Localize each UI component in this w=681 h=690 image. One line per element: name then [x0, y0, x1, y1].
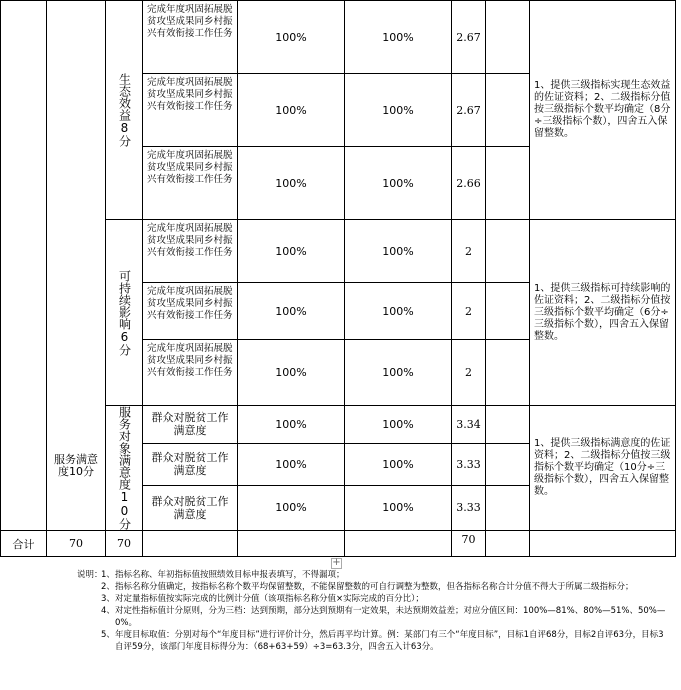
service-object-satisfaction-cell: [106, 406, 143, 531]
indicator-name: 完成年度巩固拓展脱贫攻坚成果同乡村振兴有效衔接工作任务: [143, 147, 238, 220]
item-text: 指标名称、年初指标值按照绩效目标申报表填写，不得漏项；: [115, 570, 345, 580]
indicator-name: 完成年度巩固拓展脱贫攻坚成果同乡村振兴有效衔接工作任务: [143, 340, 238, 406]
blank-first-level-cell: [1, 1, 47, 531]
indicator-name: 群众对脱贫工作满意度: [143, 406, 238, 444]
score-value: 2: [452, 283, 486, 340]
blank-cell: [238, 531, 345, 557]
indicator-name: 完成年度巩固拓展脱贫攻坚成果同乡村振兴有效衔接工作任务: [143, 1, 238, 74]
actual-value: 100%: [345, 74, 452, 147]
blank-cell: [486, 531, 530, 557]
explanation-label: 说明：: [77, 570, 103, 580]
indicator-name: 完成年度巩固拓展脱贫攻坚成果同乡村振兴有效衔接工作任务: [143, 74, 238, 147]
score-value: 3.33: [452, 443, 486, 485]
actual-value: 100%: [345, 443, 452, 485]
blank-cell: [486, 485, 530, 530]
list-item: [101, 569, 667, 581]
target-value: 100%: [238, 147, 345, 220]
item-number: 5、: [101, 630, 115, 640]
blank-cell: [486, 74, 530, 147]
total-value-2: 70: [106, 531, 143, 557]
item-text: 对定性指标值计分原则，分为三档：达到预期，部分达到预期有一定效果，未达预期效益差；对应分值区间：100%—81%、80%—51%、50%—0%。: [115, 606, 666, 628]
actual-value: 100%: [345, 220, 452, 283]
table-add-handle-icon[interactable]: +: [332, 557, 341, 568]
total-score: 70: [452, 531, 486, 557]
sustainable-impact-label: 可持续影响6分: [117, 269, 132, 356]
service-satisfaction-overlay: [47, 407, 105, 524]
target-value: 100%: [238, 443, 345, 485]
target-value: 100%: [238, 220, 345, 283]
item-text: 年度目标取值：分别对每个“年度目标”进行评价计分，然后再平均计算。例：某部门有三个“年度目标”，目标1自评68分，目标2自评63分，目标3自评59分，该部门年度目标得分为：（68+63+59）÷3=63.3分，四舍五入计63分。: [115, 630, 664, 652]
score-value: 3.33: [452, 485, 486, 530]
target-value: 100%: [238, 340, 345, 406]
blank-cell: [486, 220, 530, 283]
score-value: 2.67: [452, 74, 486, 147]
service-object-satisfaction-label: 服务对象满意度10分: [117, 406, 132, 530]
score-value: 2: [452, 220, 486, 283]
blank-cell: [486, 443, 530, 485]
total-label: 合计: [1, 531, 47, 557]
actual-value: 100%: [345, 1, 452, 74]
blank-cell: [530, 531, 676, 557]
explanation-list: [101, 569, 667, 653]
list-item: [101, 593, 667, 605]
item-number: 2、: [101, 582, 115, 592]
list-item: [101, 605, 667, 629]
score-value: 2.67: [452, 1, 486, 74]
total-value-1: 70: [47, 531, 106, 557]
indicator-name: 完成年度巩固拓展脱贫攻坚成果同乡村振兴有效衔接工作任务: [143, 283, 238, 340]
satisfaction-note: 1、提供三级指标满意度的佐证资料；2、二级指标分值按三级指标个数平均确定（10分÷三级指标个数），四舍五入保留整数。: [530, 406, 676, 531]
blank-cell: [486, 340, 530, 406]
ecological-benefit-cell: [106, 1, 143, 220]
actual-value: 100%: [345, 147, 452, 220]
target-value: 100%: [238, 74, 345, 147]
target-value: 100%: [238, 283, 345, 340]
item-text: 指标名称分值确定，按指标名称个数平均保留整数，不能保留整数的可自行调整为整数，但各指标名称合计分值不得大于所属二级指标分；: [115, 582, 634, 592]
blank-cell: [143, 531, 238, 557]
item-number: 3、: [101, 594, 115, 604]
ecological-note: 1、提供三级指标实现生态效益的佐证资料；2、二级指标分值按三级指标个数平均确定（8分÷三级指标个数），四舍五入保留整数。: [530, 1, 676, 220]
total-row: [1, 531, 676, 557]
indicator-name: 群众对脱贫工作满意度: [143, 485, 238, 530]
target-value: 100%: [238, 1, 345, 74]
list-item: [101, 629, 667, 653]
actual-value: 100%: [345, 340, 452, 406]
actual-value: 100%: [345, 283, 452, 340]
item-number: 4、: [101, 606, 115, 616]
score-value: 2.66: [452, 147, 486, 220]
item-number: 1、: [101, 570, 115, 580]
score-value: 2: [452, 340, 486, 406]
service-satisfaction-label: 服务满意度10分: [54, 452, 98, 478]
blank-cell: [345, 531, 452, 557]
target-value: 100%: [238, 485, 345, 530]
blank-cell: [486, 147, 530, 220]
sustainable-impact-cell: [106, 220, 143, 406]
score-value: 3.34: [452, 406, 486, 444]
blank-cell: [486, 283, 530, 340]
blank-cell: [486, 406, 530, 444]
actual-value: 100%: [345, 485, 452, 530]
list-item: [101, 581, 667, 593]
blank-cell: [486, 1, 530, 74]
indicator-name: 群众对脱贫工作满意度: [143, 443, 238, 485]
target-value: 100%: [238, 406, 345, 444]
sustainable-note: 1、提供三级指标可持续影响的佐证资料；2、二级指标分值按三级指标个数平均确定（6分÷三级指标个数），四舍五入保留整数。: [530, 220, 676, 406]
indicator-name: 完成年度巩固拓展脱贫攻坚成果同乡村振兴有效衔接工作任务: [143, 220, 238, 283]
actual-value: 100%: [345, 406, 452, 444]
table-row: [1, 1, 676, 74]
ecological-benefit-label: 生态效益8分: [117, 73, 132, 147]
item-text: 对定量指标值按实际完成的比例计分值（该项指标名称分值×实际完成的百分比）；: [115, 594, 424, 604]
